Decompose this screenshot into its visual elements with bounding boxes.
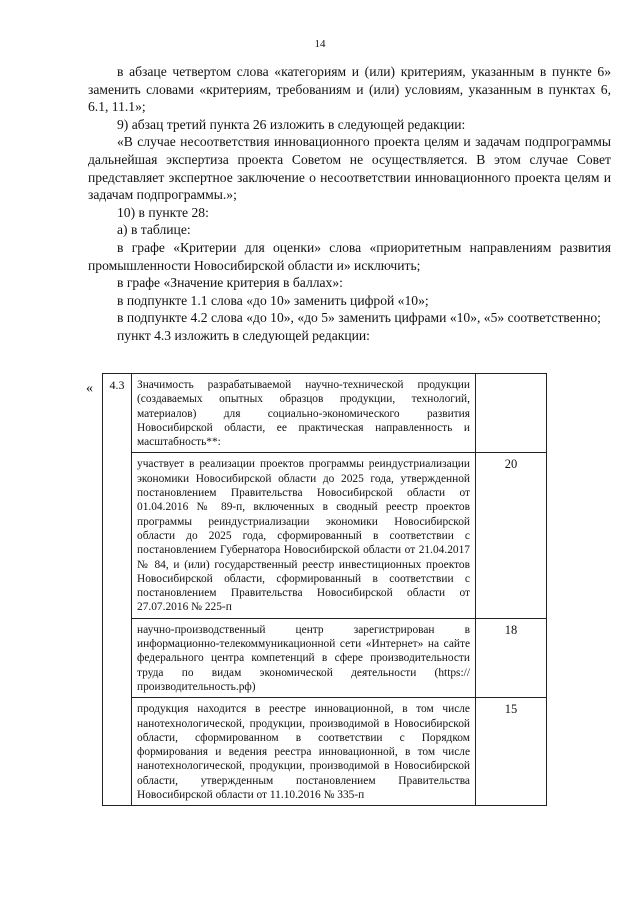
paragraph: 10) в пункте 28: (117, 204, 209, 220)
criterion-text-cell: продукция находится в реестре инновационной, в том числе нанотехнологической, продукции, производимой в Новосибирской области, сформированном в соответствии с Порядком формирования и ведения реестра инновационной, в том числе нанотехнологической, продукции, производимой в Новосибирской области, утвержденным постановлением Правительства Новосибирской области от 11.10.2016 № 335-п (132, 698, 476, 806)
paragraph: в подпункте 1.1 слова «до 10» заменить цифрой «10»; (117, 292, 429, 308)
table-row (103, 698, 547, 806)
score-cell: 20 (476, 453, 547, 618)
table-row (103, 374, 547, 453)
paragraph: 9) абзац третий пункта 26 изложить в следующей редакции: (117, 116, 466, 132)
score-cell: 18 (476, 618, 547, 697)
item-number-cell: 4.3 (103, 374, 132, 806)
criterion-header-cell: Значимость разрабатываемой научно-технической продукции (создаваемых опытных образцов продукции, технологий, материалов) для социально-экономического развития Новосибирской области, ее практическая направленность и масштабность**: (132, 374, 476, 453)
criterion-text-cell: научно-производственный центр зарегистрирован в информационно-телекоммуникационной сети «Интернет» на сайте федерального центра компетенций в сфере производительности труда по видам экономической деятельности (https://производительность.рф) (132, 618, 476, 697)
criteria-table (102, 373, 547, 806)
score-cell: 15 (476, 698, 547, 806)
table-row (103, 453, 547, 618)
table-row (103, 618, 547, 697)
opening-quote-mark: « (86, 381, 93, 396)
page-number: 14 (314, 38, 326, 50)
criterion-text-cell: участвует в реализации проектов программы реиндустриализации экономики Новосибирской области до 2025 года, утвержденной постановлением Правительства Новосибирской области от 01.04.2016 № 89-п, включенных в сводный реестр проектов программы реиндустриализации экономики Новосибирской области до 2025 года, сформированный в соответствии с постановлением Губернатора Новосибирской области от 21.04.2017 № 84, и (или) государственный реестр инвестиционных проектов Новосибирской области, сформированный в соответствии с постановлением Правительства Новосибирской области от 27.07.2016 № 225-п (132, 453, 476, 618)
paragraph: пункт 4.3 изложить в следующей редакции: (117, 327, 370, 343)
score-cell-empty (476, 374, 547, 453)
paragraph: в подпункте 4.2 слова «до 10», «до 5» заменить цифрами «10», «5» соответственно; (117, 310, 601, 326)
paragraph: а) в таблице: (117, 222, 191, 238)
paragraph: «В случае несоответствия инновационного проекта целям и задачам подпрограммы дальнейшая экспертиза проекта Советом не осуществляется. В этом случае Совет представляет экспертное заключение о несоответствии инновационного проекта целям и задачам подпрограммы.»; (88, 134, 611, 203)
document-body (88, 63, 611, 345)
paragraph: в графе «Значение критерия в баллах»: (117, 275, 343, 291)
paragraph: в абзаце четвертом слова «категориям и (или) критериям, указанным в пункте 6» заменить словами «критериям, требованиям и (или) условиям, указанным в пунктах 6, 6.1, 11.1»; (88, 64, 611, 115)
paragraph: в графе «Критерии для оценки» слова «приоритетным направлениям развития промышленности Новосибирской области и» исключить; (88, 239, 611, 273)
